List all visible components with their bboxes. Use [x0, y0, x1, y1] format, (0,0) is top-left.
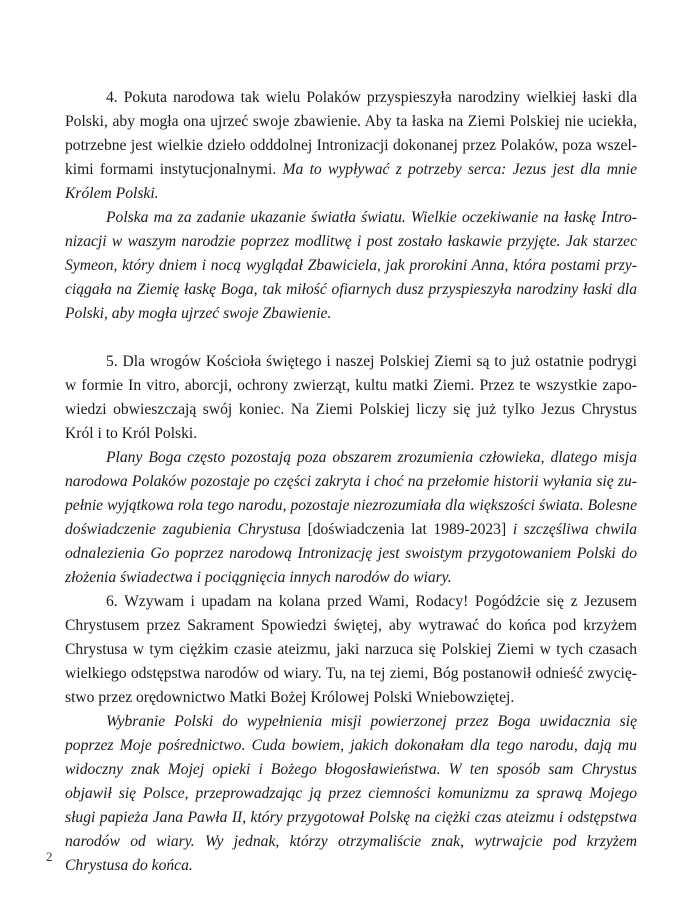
paragraph-4-commentary: Polska ma za zadanie ukazanie światła światu. Wielkie oczekiwanie na łaskę Intronizacji w waszym narodzie poprzez modlitwę i post zostało łaskawie przyjęte. Jak starzec Symeon, który dniem i nocą wyglądał Zbawiciela, jak prorokini Anna, która postami przyciągała na Ziemię łaskę Boga, tak miłość ofiarnych dusz przyspieszyła narodziny łaski dla Polski, aby mogła ujrzeć swoje Zbawienie.: [65, 209, 637, 322]
paragraph-4-italic: Ma to wypływać z potrzeby serca: Jezus jest dla mnie Królem Polski.: [65, 161, 637, 202]
paragraph-5-italic-c: i szczęśliwa chwila odnalezienia Go poprzez narodową Intronizację jest swoistym przygotowaniem Polski do złożenia świadectwa i pociągnięcia innych narodów do wiary.: [65, 521, 637, 586]
paragraph-5-bracket-note: [doświadczenia lat 1989-2023]: [307, 521, 507, 538]
paragraph-5: 5. Dla wrogów Kościoła świętego i naszej Polskiej Ziemi są to już ostatnie podrygi w formie In vitro, aborcji, ochrony zwierząt, kultu matki Ziemi. Przez te wszystkie zapowiedzi obwieszczają swój koniec. Na Ziemi Polskiej liczy się już tylko Jezus Chrystus Król i to Król Polski.: [65, 353, 637, 442]
section-gap: [65, 326, 637, 350]
paragraph-5-commentary: [65, 446, 637, 590]
paragraph-4-text: 4. Pokuta narodowa tak wielu Polaków przyspieszyła narodziny wielkiej łaski dla Polski, aby mogła ona ujrzeć swoje zbawienie. Aby ta łaska na Ziemi Polskiej nie uciekła, potrzebne jest wielkie dzieło odddolnej Intronizacji dokonanej przez Polaków, poza wszelkimi formami instytucjonalnymi.: [65, 89, 637, 178]
paragraph-5-italic-a: Plany Boga często pozostają poza obszarem zrozumienia człowieka, dlatego misja narodowa Polaków pozostaje po części zakryta i choć na przełomie historii wyłania się zupełnie wyjątkowa rola tego narodu, pozostaje niezrozumiała dla większości świata. Bolesne doświadczenie zagubienia Chrystusa: [65, 449, 637, 538]
paragraph-6-commentary: Wybranie Polski do wypełnienia misji powierzonej przez Boga uwidacznia się poprzez Moje pośrednictwo. Cuda bowiem, jakich dokonałam dla tego narodu, dają mu widoczny znak Mojej opieki i Bożego błogosławieństwa. W ten sposób sam Chrystus objawił się Polsce, przeprowadzając ją przez ciemności komunizmu za sprawą Mojego sługi papieża Jana Pawła II, który przygotował Polskę na ciężki czas ateizmu i odstępstwa narodów od wiary. Wy jednak, którzy otrzymaliście znak, wytrwajcie pod krzyżem Chrystusa do końca.: [65, 713, 637, 874]
paragraph-6: 6. Wzywam i upadam na kolana przed Wami, Rodacy! Pogódźcie się z Jezusem Chrystusem przez Sakrament Spowiedzi świętej, aby wytrawać do końca pod krzyżem Chrystusa w tym ciężkim czasie ateizmu, jaki narzuca się Polskiej Ziemi w tych czasach wielkiego odstępstwa narodów od wiary. Tu, na tej ziemi, Bóg postanowił odnieść zwycięstwo przez orędownictwo Matki Bożej Królowej Polski Wniebowziętej.: [65, 593, 637, 706]
paragraph-4: [65, 86, 637, 206]
page-number: 2: [46, 849, 53, 864]
document-page: [65, 86, 637, 878]
